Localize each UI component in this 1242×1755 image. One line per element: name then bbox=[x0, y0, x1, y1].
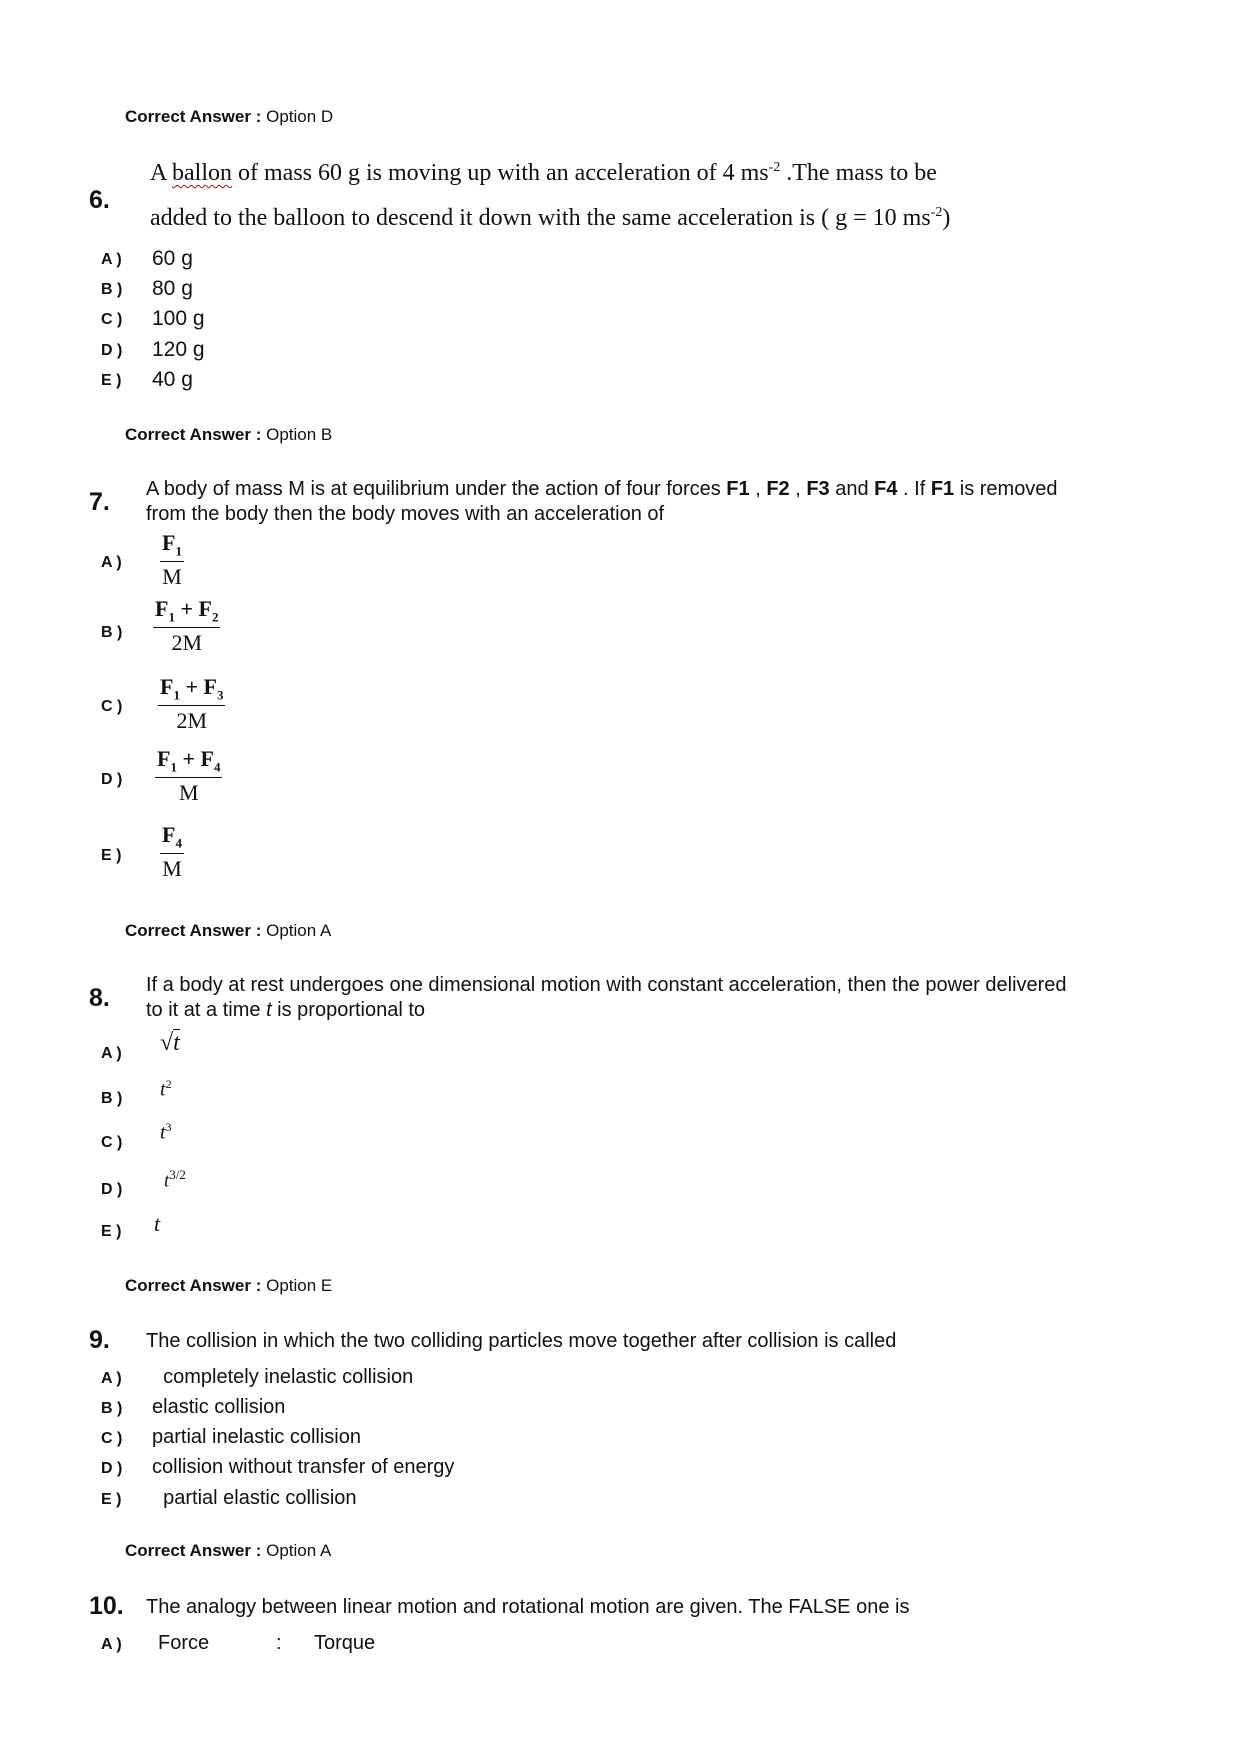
fraction-option-e: $\frac{F_4}{M}$ bbox=[162, 822, 182, 882]
option-letter: B ) bbox=[101, 1090, 123, 1107]
option-text: 40 g bbox=[152, 368, 193, 391]
question-text-line: to it at a time t is proportional to bbox=[146, 999, 426, 1021]
option-letter: C ) bbox=[101, 311, 123, 328]
option-expression: √t bbox=[160, 1030, 180, 1056]
option-text: partial elastic collision bbox=[157, 1487, 357, 1509]
option-letter: E ) bbox=[101, 372, 122, 389]
option-expression: t bbox=[154, 1211, 161, 1236]
question-text-line: A body of mass M is at equilibrium under the action of four forces F1 , F2 , F3 and F4 . If F1 is removed bbox=[146, 478, 1058, 500]
option-letter: E ) bbox=[101, 1491, 122, 1508]
question-text-line: The analogy between linear motion and rotational motion are given. The FALSE one is bbox=[146, 1596, 910, 1618]
option-expression: $t^3$ bbox=[160, 1120, 172, 1144]
option-letter: D ) bbox=[101, 1181, 123, 1198]
option-letter: A ) bbox=[101, 554, 122, 571]
question-text-line: added to the balloon to descend it down with the same acceleration is ( g = 10 $ms^{-2}$) bbox=[150, 205, 951, 231]
option-letter: A ) bbox=[101, 1370, 122, 1387]
option-text: partial inelastic collision bbox=[152, 1426, 361, 1448]
option-text: elastic collision bbox=[152, 1396, 286, 1418]
option-letter: E ) bbox=[101, 847, 122, 864]
correct-answer-q6: Correct Answer : Option B bbox=[125, 425, 333, 444]
question-text-line: A ballon of mass 60 g is moving up with an acceleration of 4 $ms^{-2}$ .The mass to be bbox=[150, 160, 937, 186]
option-letter: C ) bbox=[101, 698, 123, 715]
question-text-line: If a body at rest undergoes one dimensional motion with constant acceleration, then the power delivered bbox=[146, 974, 1067, 996]
option-separator: : bbox=[276, 1632, 282, 1654]
correct-answer-q8: Correct Answer : Option E bbox=[125, 1276, 333, 1295]
option-text: 80 g bbox=[152, 277, 193, 300]
question-number: 8. bbox=[89, 984, 110, 1012]
option-letter: C ) bbox=[101, 1430, 123, 1447]
option-letter: D ) bbox=[101, 1460, 123, 1477]
question-number: 10. bbox=[89, 1592, 124, 1620]
fraction-option-b: $\frac{F_1 + F_2}{2M}$ bbox=[155, 596, 219, 656]
option-letter: E ) bbox=[101, 1223, 122, 1240]
option-text: 60 g bbox=[152, 247, 193, 270]
option-text: completely inelastic collision bbox=[157, 1366, 414, 1388]
option-text: 100 g bbox=[152, 307, 205, 330]
option-text: 120 g bbox=[152, 338, 205, 361]
option-expression: $t^2$ bbox=[160, 1077, 172, 1101]
fraction-option-a: $\frac{F_1}{M}$ bbox=[162, 530, 182, 590]
correct-answer-q5: Correct Answer : Option D bbox=[125, 107, 334, 126]
option-letter: B ) bbox=[101, 624, 123, 641]
option-letter: C ) bbox=[101, 1134, 123, 1151]
question-text-line: The collision in which the two colliding particles move together after collision is called bbox=[146, 1330, 897, 1352]
option-letter: A ) bbox=[101, 1045, 122, 1062]
question-number: 9. bbox=[89, 1326, 110, 1354]
correct-answer-q9: Correct Answer : Option A bbox=[125, 1541, 332, 1560]
option-letter: D ) bbox=[101, 771, 123, 788]
option-letter: A ) bbox=[101, 251, 122, 268]
option-text: Force bbox=[158, 1632, 210, 1654]
question-number: 7. bbox=[89, 488, 110, 516]
option-text: collision without transfer of energy bbox=[152, 1456, 455, 1478]
option-expression: $t^{3/2}$ bbox=[164, 1167, 186, 1192]
option-letter: B ) bbox=[101, 281, 123, 298]
fraction-option-c: $\frac{F_1 + F_3}{2M}$ bbox=[160, 674, 224, 734]
option-letter: B ) bbox=[101, 1400, 123, 1417]
option-letter: A ) bbox=[101, 1636, 122, 1653]
question-number: 6. bbox=[89, 186, 110, 214]
question-text-line: from the body then the body moves with an acceleration of bbox=[146, 503, 665, 525]
option-text: Torque bbox=[314, 1632, 376, 1654]
fraction-option-d: $\frac{F_1 + F_4}{M}$ bbox=[157, 746, 221, 806]
correct-answer-q7: Correct Answer : Option A bbox=[125, 921, 332, 940]
option-letter: D ) bbox=[101, 342, 123, 359]
